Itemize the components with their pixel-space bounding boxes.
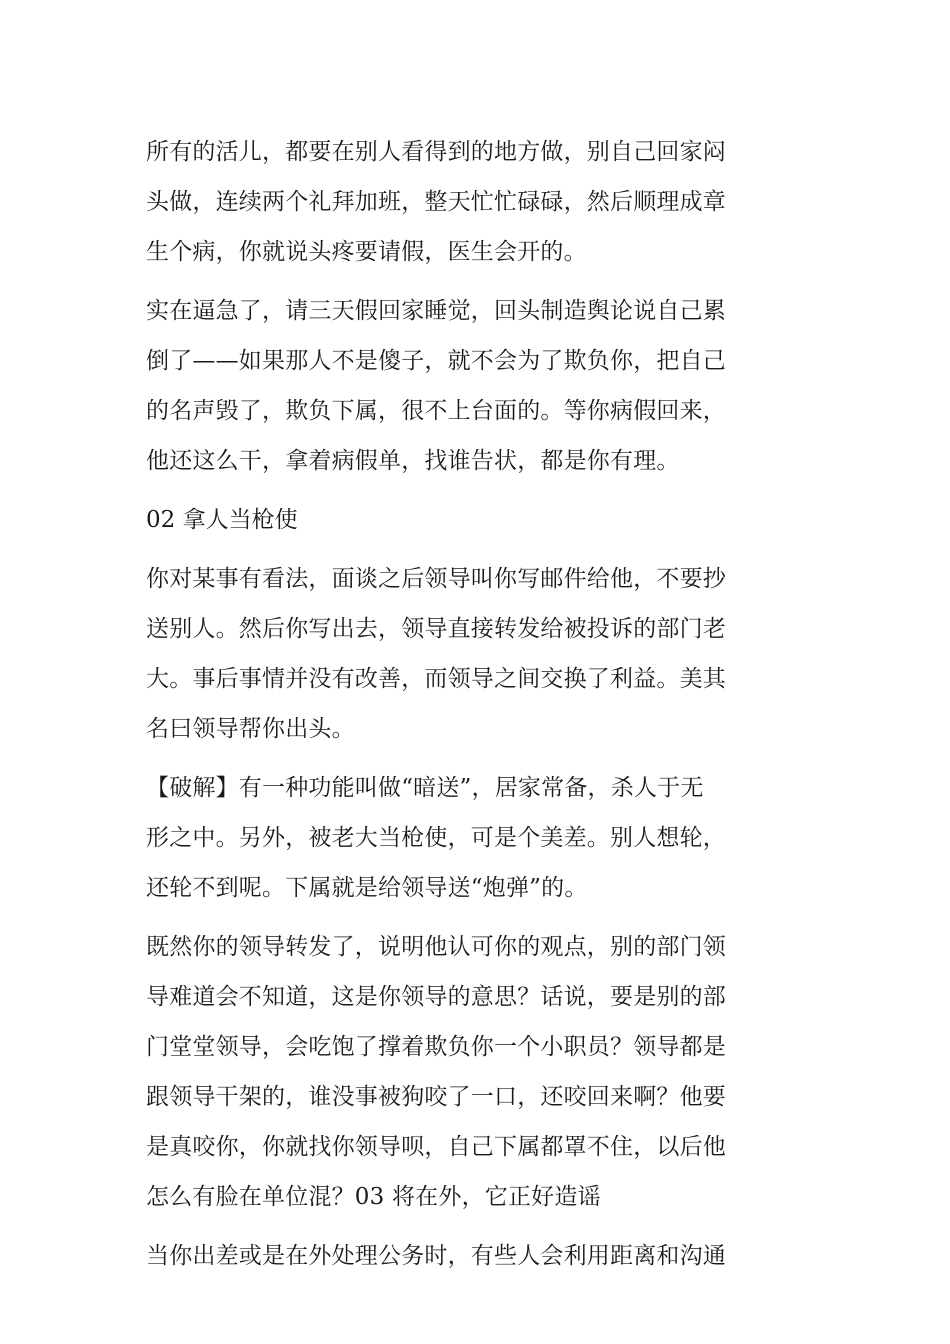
text-line: 头做，连续两个礼拜加班，整天忙忙碌碌，然后顺理成章: [146, 189, 726, 215]
paragraph-business-trip: [146, 1231, 806, 1281]
text-line: 既然你的领导转发了，说明他认可你的观点，别的部门领: [146, 934, 726, 960]
text-line: 大。事后事情并没有改善，而领导之间交换了利益。美其: [146, 666, 726, 692]
text-line: 所有的活儿，都要在别人看得到的地方做，别自己回家闷: [146, 139, 726, 165]
text-line: 名曰领导帮你出头。: [146, 716, 355, 742]
text-line: 还轮不到呢。下属就是给领导送“炮弹”的。: [146, 875, 588, 901]
text-line: 倒了——如果那人不是傻子，就不会为了欺负你，把自己: [146, 348, 726, 374]
text-line: 当你出差或是在外处理公务时，有些人会利用距离和沟通: [146, 1243, 726, 1269]
text-line: 你对某事有看法，面谈之后领导叫你写邮件给他，不要抄: [146, 566, 726, 592]
text-line: 门堂堂领导，会吃饱了撑着欺负你一个小职员？领导都是: [146, 1034, 726, 1060]
text-line: 送别人。然后你写出去，领导直接转发给被投诉的部门老: [146, 616, 726, 642]
paragraph-three-day-leave: [146, 286, 806, 486]
text-line: 怎么有脸在单位混？03 将在外，它正好造谣: [146, 1184, 601, 1210]
paragraph-solution: [146, 763, 806, 913]
text-line: 实在逼急了，请三天假回家睡觉，回头制造舆论说自己累: [146, 298, 726, 324]
text-line: 他还这么干，拿着病假单，找谁告状，都是你有理。: [146, 448, 680, 474]
text-line: 导难道会不知道，这是你领导的意思？话说，要是别的部: [146, 984, 726, 1010]
text-line: 跟领导干架的，谁没事被狗咬了一口，还咬回来啊？他要: [146, 1084, 726, 1110]
text-line: 【破解】有一种功能叫做“暗送”，居家常备，杀人于无: [146, 775, 704, 801]
text-line: 形之中。另外，被老大当枪使，可是个美差。别人想轮，: [146, 825, 726, 851]
text-line: 是真咬你，你就找你领导呗，自己下属都罩不住，以后他: [146, 1134, 726, 1160]
document-page: [146, 127, 806, 1290]
paragraph-sick-leave-work: [146, 127, 806, 277]
paragraph-email-scenario: [146, 554, 806, 754]
text-line: 生个病，你就说头疼要请假，医生会开的。: [146, 239, 587, 265]
paragraph-forwarded-email: [146, 922, 806, 1222]
section-heading-02: 02 拿人当枪使: [146, 507, 298, 533]
text-line: 的名声毁了，欺负下属，很不上台面的。等你病假回来，: [146, 398, 726, 424]
